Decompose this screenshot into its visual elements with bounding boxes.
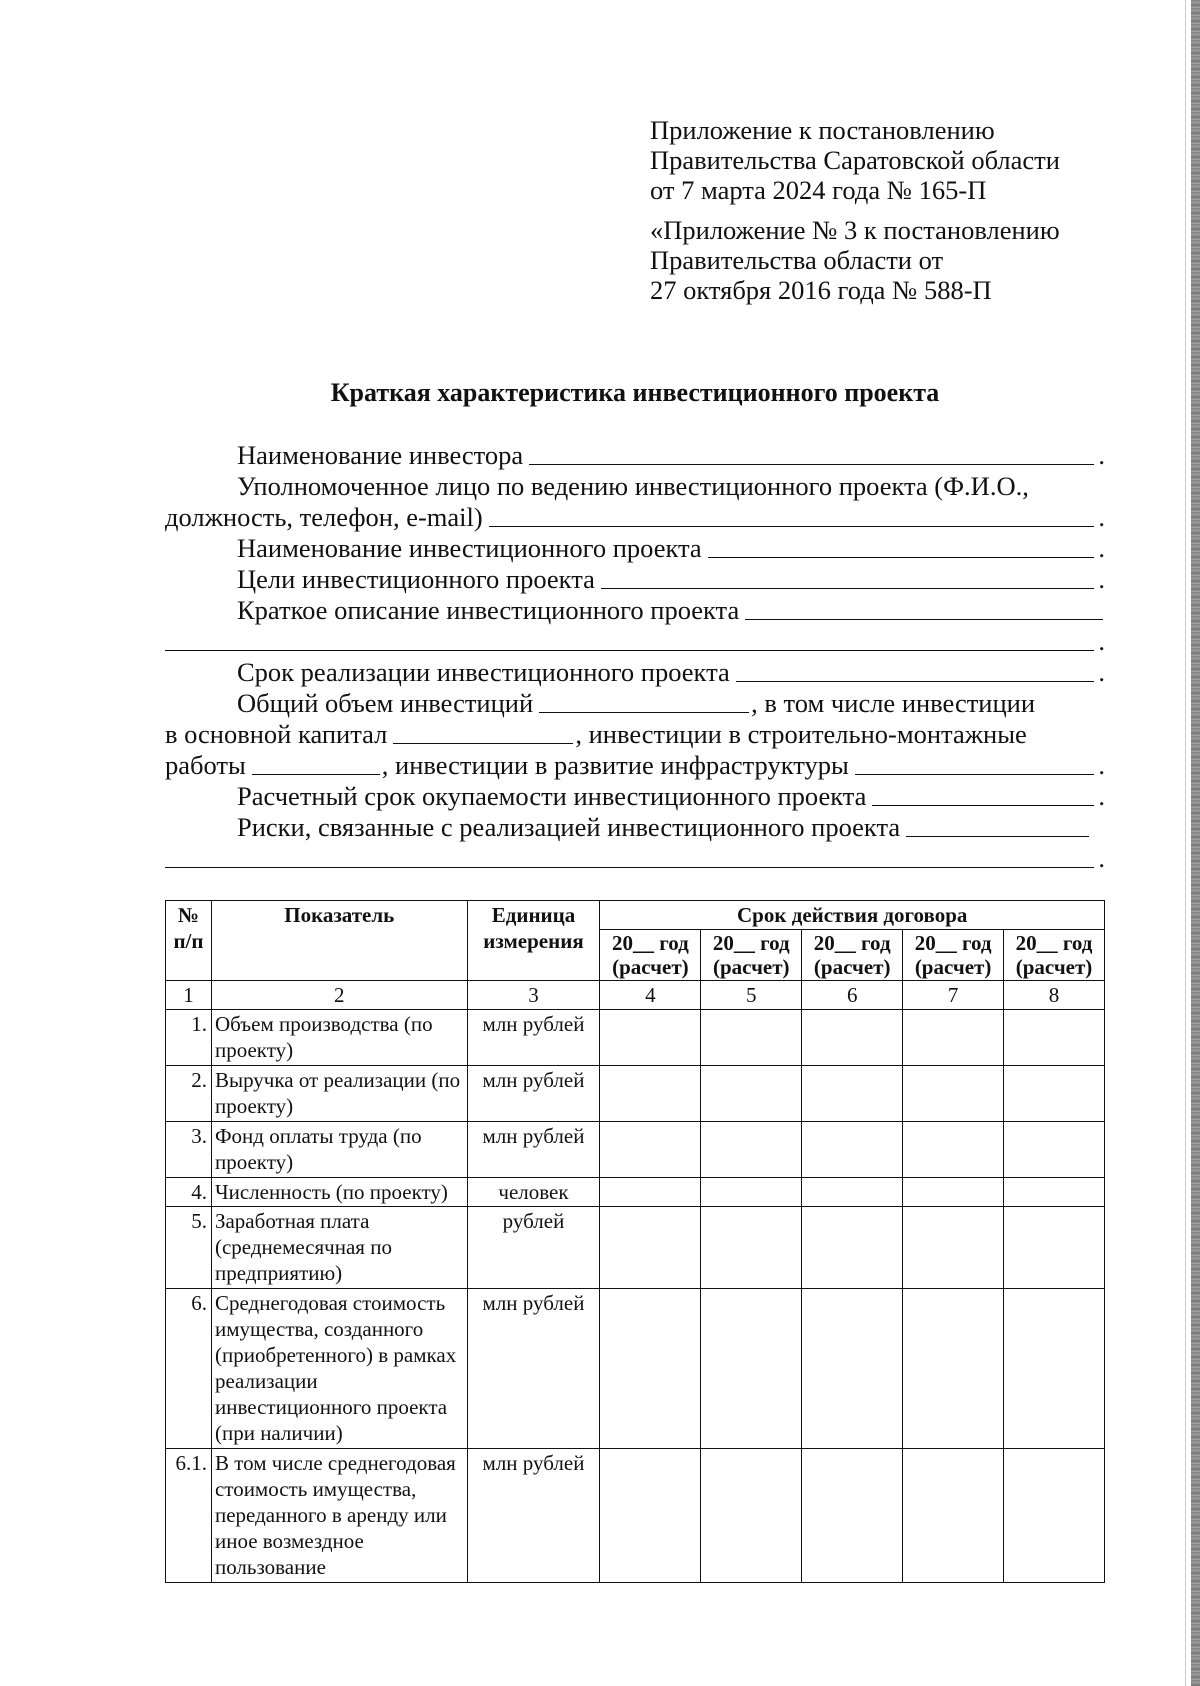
row-unit: млн рублей bbox=[467, 1122, 600, 1178]
approval-line: «Приложение № 3 к постановлению bbox=[650, 215, 1060, 245]
column-number: 7 bbox=[903, 981, 1004, 1010]
row-unit: млн рублей bbox=[467, 1066, 600, 1122]
total-investment-row bbox=[165, 688, 1105, 719]
fixed-capital-field[interactable] bbox=[393, 743, 573, 744]
row-indicator: В том числе среднегодовая стоимость имущества, переданного в аренду или иное возмездное пользование bbox=[211, 1449, 467, 1583]
value-cell[interactable] bbox=[600, 1122, 701, 1178]
project-description-label: Краткое описание инвестиционного проекта bbox=[237, 595, 740, 625]
column-numbers-row bbox=[166, 981, 1105, 1010]
row-number: 1. bbox=[166, 1010, 212, 1066]
project-name-row: Наименование инвестиционного проекта . bbox=[237, 533, 1105, 563]
implementation-period-field[interactable] bbox=[736, 681, 1095, 682]
column-number: 4 bbox=[600, 981, 701, 1010]
value-cell[interactable] bbox=[701, 1178, 802, 1207]
table-row bbox=[166, 1010, 1105, 1066]
approval-line: Правительства Саратовской области bbox=[650, 145, 1060, 175]
scan-border-line bbox=[1185, 0, 1186, 1686]
works-field[interactable] bbox=[252, 774, 380, 775]
row-unit: млн рублей bbox=[467, 1010, 600, 1066]
header-period: 20__ год (расчет) bbox=[903, 930, 1004, 981]
value-cell[interactable] bbox=[903, 1289, 1004, 1449]
value-cell[interactable] bbox=[600, 1066, 701, 1122]
header-contract-term: Срок действия договора bbox=[600, 901, 1105, 930]
header-indicator: Показатель bbox=[211, 901, 467, 981]
risks-row bbox=[165, 812, 1105, 843]
value-cell[interactable] bbox=[802, 1289, 903, 1449]
project-description-field[interactable] bbox=[745, 619, 1103, 620]
project-name-label: Наименование инвестиционного проекта bbox=[237, 533, 702, 563]
row-number: 4. bbox=[166, 1178, 212, 1207]
header-period: 20__ год (расчет) bbox=[701, 930, 802, 981]
header-period: 20__ год (расчет) bbox=[1004, 930, 1105, 981]
payback-period-label: Расчетный срок окупаемости инвестиционного проекта bbox=[237, 781, 867, 811]
value-cell[interactable] bbox=[1004, 1178, 1105, 1207]
value-cell[interactable] bbox=[1004, 1066, 1105, 1122]
column-number: 5 bbox=[701, 981, 802, 1010]
scan-edge bbox=[1191, 0, 1200, 1686]
infrastructure-investments-label: , инвестиции в развитие инфраструктуры bbox=[381, 750, 849, 780]
row-unit: млн рублей bbox=[467, 1289, 600, 1449]
row-unit: рублей bbox=[467, 1207, 600, 1289]
works-label: работы bbox=[165, 750, 246, 780]
authorized-person-label: Уполномоченное лицо по ведению инвестиционного проекта (Ф.И.О., bbox=[237, 471, 1029, 501]
row-unit: млн рублей bbox=[467, 1449, 600, 1583]
value-cell[interactable] bbox=[903, 1010, 1004, 1066]
row-indicator: Фонд оплаты труда (по проекту) bbox=[211, 1122, 467, 1178]
column-number: 3 bbox=[467, 981, 600, 1010]
project-form bbox=[165, 440, 1105, 874]
infrastructure-investments-field[interactable] bbox=[855, 774, 1095, 775]
project-description-cont-row: . bbox=[165, 626, 1105, 657]
value-cell[interactable] bbox=[1004, 1207, 1105, 1289]
works-row: работы , инвестиции в развитие инфраструктуры . bbox=[165, 750, 1105, 780]
including-investments-label: , в том числе инвестиции bbox=[751, 688, 1036, 718]
value-cell[interactable] bbox=[1004, 1122, 1105, 1178]
approval-block-1 bbox=[650, 115, 1170, 205]
risks-field[interactable] bbox=[906, 836, 1089, 837]
header-number: № п/п bbox=[166, 901, 212, 981]
row-indicator: Заработная плата (среднемесячная по предприятию) bbox=[211, 1207, 467, 1289]
approval-line: Правительства области от bbox=[650, 245, 944, 275]
value-cell[interactable] bbox=[701, 1207, 802, 1289]
investor-name-field[interactable] bbox=[529, 464, 1094, 465]
value-cell[interactable] bbox=[600, 1010, 701, 1066]
row-indicator: Численность (по проекту) bbox=[211, 1178, 467, 1207]
implementation-period-label: Срок реализации инвестиционного проекта bbox=[237, 657, 730, 687]
total-investment-field[interactable] bbox=[539, 712, 749, 713]
approval-stamp bbox=[650, 115, 1170, 315]
value-cell[interactable] bbox=[600, 1178, 701, 1207]
indicators-table bbox=[165, 900, 1105, 1583]
fixed-capital-row bbox=[165, 719, 1105, 750]
value-cell[interactable] bbox=[802, 1010, 903, 1066]
value-cell[interactable] bbox=[600, 1207, 701, 1289]
construction-investments-label: , инвестиции в строительно-монтажные bbox=[575, 719, 1027, 749]
risks-label: Риски, связанные с реализацией инвестиционного проекта bbox=[237, 812, 901, 842]
risks-field-cont[interactable] bbox=[165, 867, 1094, 868]
authorized-person-cont-label: должность, телефон, e-mail) bbox=[165, 502, 483, 532]
row-indicator: Объем производства (по проекту) bbox=[211, 1010, 467, 1066]
risks-cont-row: . bbox=[165, 843, 1105, 874]
value-cell[interactable] bbox=[701, 1449, 802, 1583]
authorized-person-field[interactable] bbox=[489, 526, 1095, 527]
approval-line: от 7 марта 2024 года № 165-П bbox=[650, 175, 987, 205]
value-cell[interactable] bbox=[701, 1010, 802, 1066]
document-title: Краткая характеристика инвестиционного проекта bbox=[330, 378, 940, 407]
table-row bbox=[166, 1289, 1105, 1449]
value-cell[interactable] bbox=[802, 1178, 903, 1207]
value-cell[interactable] bbox=[701, 1066, 802, 1122]
table-header-row bbox=[166, 901, 1105, 930]
value-cell[interactable] bbox=[903, 1449, 1004, 1583]
approval-line: Приложение к постановлению bbox=[650, 115, 995, 145]
project-goals-field[interactable] bbox=[601, 588, 1095, 589]
table-row bbox=[166, 1122, 1105, 1178]
table-row bbox=[166, 1066, 1105, 1122]
column-number: 1 bbox=[166, 981, 212, 1010]
row-number: 3. bbox=[166, 1122, 212, 1178]
implementation-period-row: Срок реализации инвестиционного проекта . bbox=[237, 657, 1105, 687]
value-cell[interactable] bbox=[802, 1122, 903, 1178]
project-description-field-cont[interactable] bbox=[165, 650, 1094, 651]
value-cell[interactable] bbox=[600, 1289, 701, 1449]
row-indicator: Среднегодовая стоимость имущества, созданного (приобретенного) в рамках реализации инвестиционного проекта (при наличии) bbox=[211, 1289, 467, 1449]
row-number: 6.1. bbox=[166, 1449, 212, 1583]
row-unit: человек bbox=[467, 1178, 600, 1207]
row-number: 6. bbox=[166, 1289, 212, 1449]
project-goals-label: Цели инвестиционного проекта bbox=[237, 564, 595, 594]
investor-name-row: Наименование инвестора . bbox=[237, 440, 1105, 470]
header-unit: Единица измерения bbox=[467, 901, 600, 981]
value-cell[interactable] bbox=[802, 1449, 903, 1583]
row-number: 5. bbox=[166, 1207, 212, 1289]
value-cell[interactable] bbox=[802, 1207, 903, 1289]
table-row bbox=[166, 1449, 1105, 1583]
authorized-person-cont-row: должность, телефон, e-mail) . bbox=[165, 502, 1105, 532]
column-number: 6 bbox=[802, 981, 903, 1010]
row-number: 2. bbox=[166, 1066, 212, 1122]
authorized-person-row bbox=[165, 471, 1105, 502]
value-cell[interactable] bbox=[802, 1066, 903, 1122]
value-cell[interactable] bbox=[701, 1122, 802, 1178]
investor-name-label: Наименование инвестора bbox=[237, 440, 524, 470]
value-cell[interactable] bbox=[903, 1178, 1004, 1207]
header-period: 20__ год (расчет) bbox=[600, 930, 701, 981]
header-period: 20__ год (расчет) bbox=[802, 930, 903, 981]
approval-line: 27 октября 2016 года № 588-П bbox=[650, 275, 992, 305]
table-row bbox=[166, 1178, 1105, 1207]
payback-period-field[interactable] bbox=[872, 805, 1094, 806]
value-cell[interactable] bbox=[903, 1066, 1004, 1122]
column-number: 2 bbox=[211, 981, 467, 1010]
value-cell[interactable] bbox=[1004, 1010, 1105, 1066]
column-number: 8 bbox=[1004, 981, 1105, 1010]
payback-period-row: Расчетный срок окупаемости инвестиционного проекта . bbox=[237, 781, 1105, 811]
row-indicator: Выручка от реализации (по проекту) bbox=[211, 1066, 467, 1122]
project-name-field[interactable] bbox=[708, 557, 1095, 558]
table-row bbox=[166, 1207, 1105, 1289]
value-cell[interactable] bbox=[1004, 1289, 1105, 1449]
value-cell[interactable] bbox=[701, 1289, 802, 1449]
project-description-row bbox=[165, 595, 1105, 626]
total-investment-label: Общий объем инвестиций bbox=[237, 688, 534, 718]
value-cell[interactable] bbox=[903, 1122, 1004, 1178]
value-cell[interactable] bbox=[903, 1207, 1004, 1289]
value-cell[interactable] bbox=[1004, 1449, 1105, 1583]
fixed-capital-label: в основной капитал bbox=[165, 719, 388, 749]
approval-block-2 bbox=[650, 215, 1170, 305]
project-goals-row: Цели инвестиционного проекта . bbox=[237, 564, 1105, 594]
value-cell[interactable] bbox=[600, 1449, 701, 1583]
